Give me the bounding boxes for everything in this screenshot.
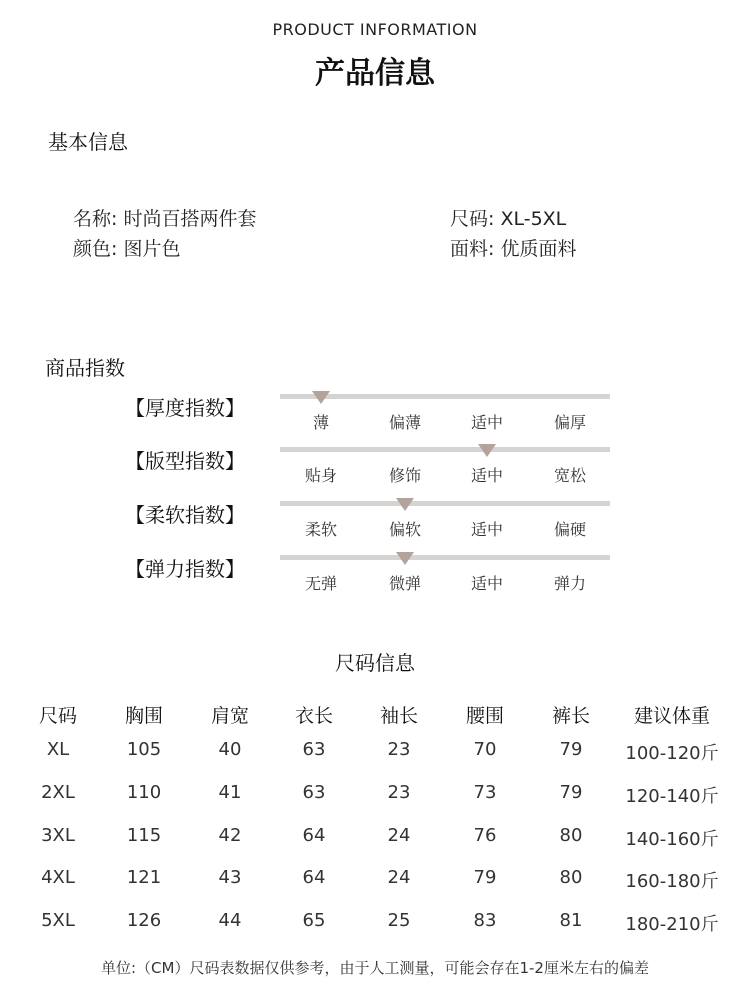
basic-info-heading: 基本信息 xyxy=(48,130,128,154)
table-cell: 24 xyxy=(387,825,411,846)
table-cell: 126 xyxy=(126,910,162,931)
table-header-cell: 尺码 xyxy=(38,705,77,727)
table-header-cell: 衣长 xyxy=(294,705,333,727)
table-cell: 65 xyxy=(302,910,326,931)
index-label: 【版型指数】 xyxy=(125,449,245,473)
index-track xyxy=(280,447,610,452)
product-color: 颜色: 图片色 xyxy=(73,238,181,260)
index-level-label: 贴身 xyxy=(304,466,337,485)
index-level-label: 无弹 xyxy=(304,574,337,593)
english-title: PRODUCT INFORMATION xyxy=(272,20,478,39)
table-cell: 79 xyxy=(473,867,497,888)
table-cell: 76 xyxy=(473,825,497,846)
index-label: 【柔软指数】 xyxy=(125,503,245,527)
size-table-note: 单位:（CM）尺码表数据仅供参考，由于人工测量，可能会存在1-2厘米左右的偏差 xyxy=(101,959,649,977)
table-cell: 42 xyxy=(218,825,242,846)
index-level-label: 偏软 xyxy=(388,520,421,539)
table-header-cell: 胸围 xyxy=(124,705,163,727)
table-cell: 25 xyxy=(387,910,411,931)
table-cell: 83 xyxy=(473,910,497,931)
table-cell: 80 xyxy=(559,825,583,846)
table-cell: 40 xyxy=(218,739,242,760)
index-level-label: 宽松 xyxy=(553,466,586,485)
table-header-cell: 裤长 xyxy=(551,705,590,727)
product-size-range: 尺码: XL-5XL xyxy=(450,208,567,230)
index-level-label: 修饰 xyxy=(388,466,421,485)
index-level-label: 偏薄 xyxy=(388,413,421,432)
table-cell: 44 xyxy=(218,910,242,931)
index-level-label: 适中 xyxy=(470,413,503,432)
table-cell: 64 xyxy=(302,825,326,846)
table-cell: 115 xyxy=(126,825,162,846)
index-track xyxy=(280,555,610,560)
table-cell: 121 xyxy=(126,867,162,888)
table-cell: 64 xyxy=(302,867,326,888)
table-cell: 140-160斤 xyxy=(625,829,719,850)
table-cell: 100-120斤 xyxy=(625,743,719,764)
table-cell: XL xyxy=(46,739,70,760)
table-cell: 63 xyxy=(302,782,326,803)
table-header-cell: 腰围 xyxy=(465,705,504,727)
table-cell: 23 xyxy=(387,739,411,760)
index-track xyxy=(280,501,610,506)
index-marker xyxy=(396,552,414,565)
index-level-label: 弹力 xyxy=(553,574,586,593)
index-level-label: 适中 xyxy=(470,574,503,593)
table-cell: 80 xyxy=(559,867,583,888)
table-cell: 41 xyxy=(218,782,242,803)
index-marker xyxy=(312,391,330,404)
product-index-heading: 商品指数 xyxy=(45,356,125,380)
table-header-cell: 袖长 xyxy=(379,705,418,727)
index-level-label: 适中 xyxy=(470,466,503,485)
size-info-heading: 尺码信息 xyxy=(335,651,415,675)
table-cell: 79 xyxy=(559,739,583,760)
table-cell: 120-140斤 xyxy=(625,786,719,807)
table-cell: 105 xyxy=(126,739,162,760)
page-title: 产品信息 xyxy=(315,56,435,91)
table-cell: 73 xyxy=(473,782,497,803)
product-name: 名称: 时尚百搭两件套 xyxy=(73,208,257,230)
table-cell: 24 xyxy=(387,867,411,888)
table-cell: 110 xyxy=(126,782,162,803)
table-header-cell: 肩宽 xyxy=(210,705,249,727)
table-cell: 23 xyxy=(387,782,411,803)
table-cell: 180-210斤 xyxy=(625,914,719,935)
table-cell: 43 xyxy=(218,867,242,888)
index-level-label: 柔软 xyxy=(304,520,337,539)
product-fabric: 面料: 优质面料 xyxy=(450,238,577,260)
index-level-label: 薄 xyxy=(312,413,329,432)
table-cell: 160-180斤 xyxy=(625,871,719,892)
table-cell: 2XL xyxy=(41,782,75,803)
table-cell: 3XL xyxy=(41,825,75,846)
index-label: 【弹力指数】 xyxy=(125,557,245,581)
table-header-cell: 建议体重 xyxy=(633,705,710,727)
index-level-label: 偏厚 xyxy=(553,413,586,432)
table-cell: 81 xyxy=(559,910,583,931)
index-marker xyxy=(478,444,496,457)
index-marker xyxy=(396,498,414,511)
index-level-label: 偏硬 xyxy=(553,520,586,539)
index-level-label: 适中 xyxy=(470,520,503,539)
table-cell: 4XL xyxy=(41,867,75,888)
table-cell: 63 xyxy=(302,739,326,760)
index-label: 【厚度指数】 xyxy=(125,396,245,420)
table-cell: 70 xyxy=(473,739,497,760)
index-level-label: 微弹 xyxy=(388,574,421,593)
table-cell: 79 xyxy=(559,782,583,803)
table-cell: 5XL xyxy=(41,910,75,931)
